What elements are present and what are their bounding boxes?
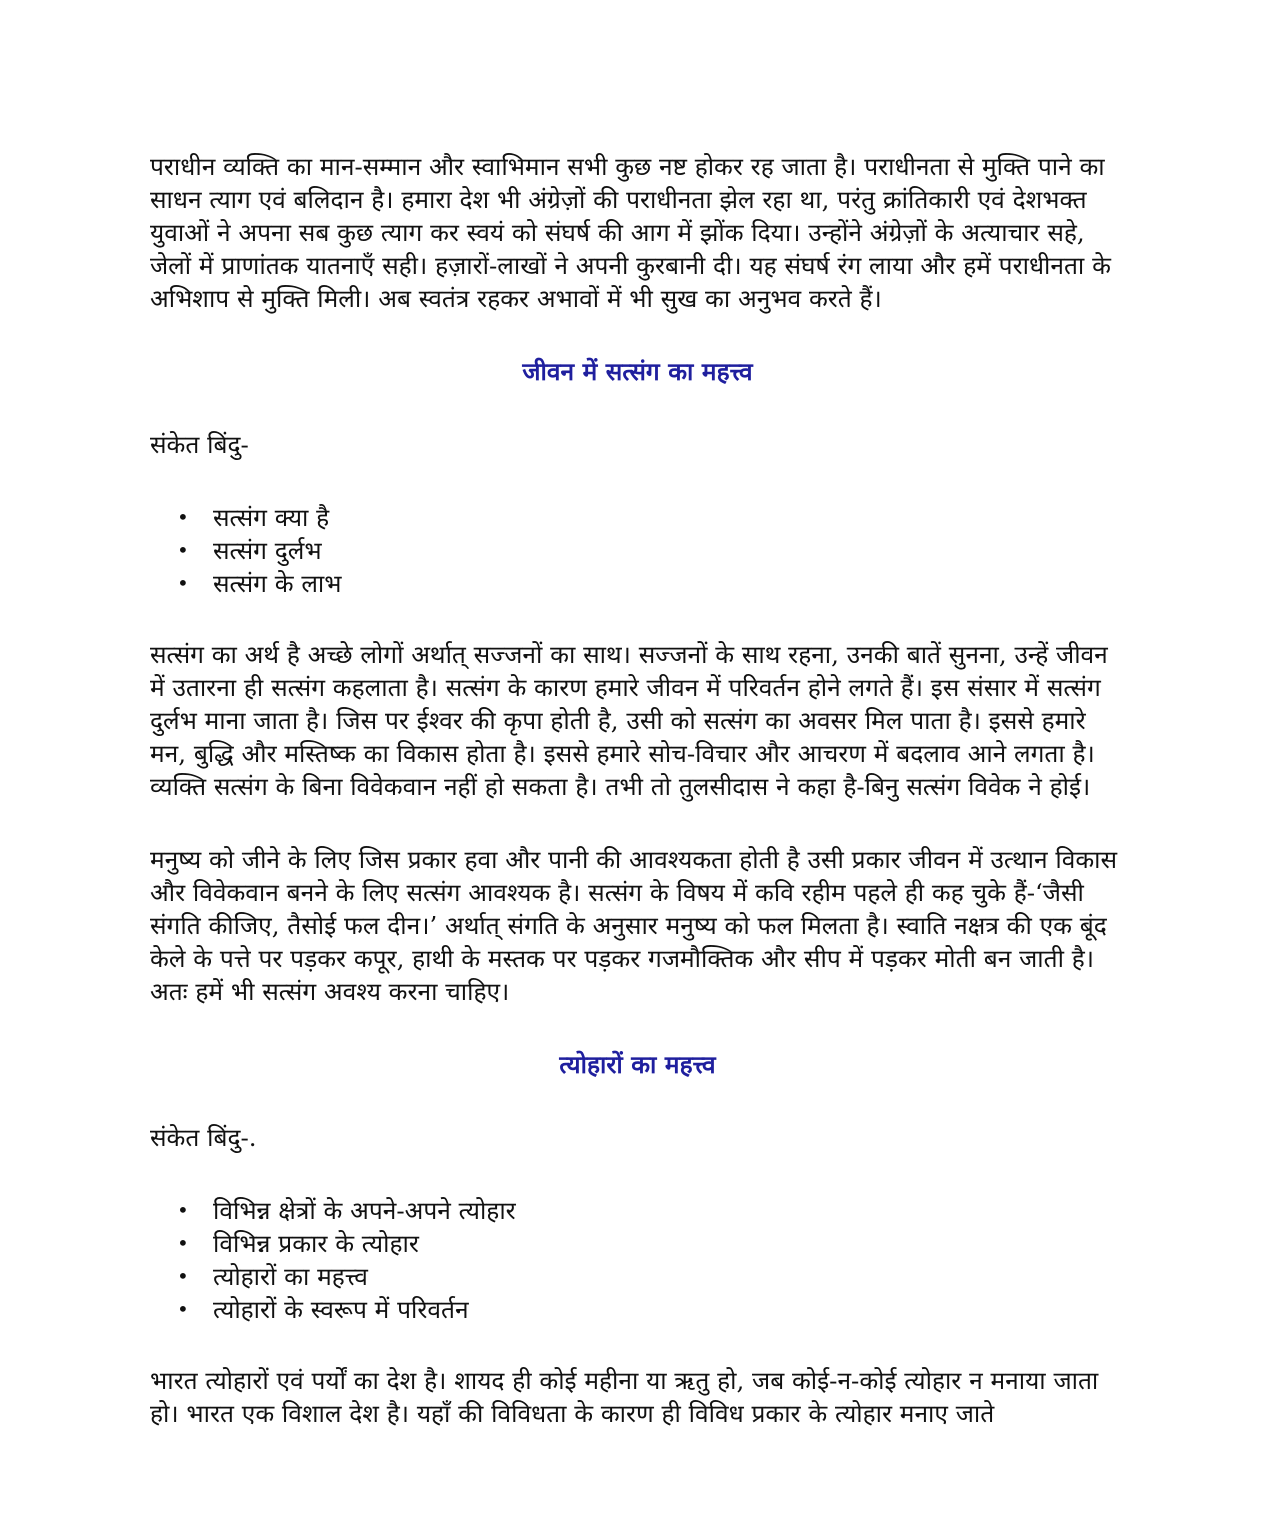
section-heading-festivals: त्योहारों का महत्त्व — [559, 1050, 716, 1079]
list-item: • सत्संग के लाभ — [177, 569, 342, 598]
list-item: • सत्संग क्या है — [177, 503, 330, 532]
bullet-icon: • — [177, 1231, 189, 1255]
bullet-icon: • — [177, 571, 189, 595]
festivals-paragraph-1: भारत त्योहारों एवं पर्यों का देश है। शायद ही कोई महीना या ऋतु हो, जब कोई-न-कोई त्योहार न मनाया जाता हो। भारत एक विशाल देश है। यहाँ की विविधता के कारण ही विविध प्रकार के त्योहार मनाए जाते — [150, 1366, 1099, 1428]
bullet-icon: • — [177, 505, 189, 529]
list-item: • त्योहारों का महत्त्व — [177, 1262, 368, 1291]
bullet-icon: • — [177, 1297, 189, 1321]
hint-label: संकेत बिंदु- — [150, 430, 249, 459]
list-item: • सत्संग दुर्लभ — [177, 536, 322, 565]
hint-points-list — [150, 1194, 1125, 1326]
section-heading-satsang: जीवन में सत्संग का महत्त्व — [522, 357, 753, 386]
satsang-paragraph-2: मनुष्य को जीने के लिए जिस प्रकार हवा और पानी की आवश्यकता होती है उसी प्रकार जीवन में उत्थान विकास और विवेकवान बनने के लिए सत्संग आवश्यक है। सत्संग के विषय में कवि रहीम पहले ही कह चुके हैं-‘जैसी संगति कीजिए, तैसोई फल दीन।’ अर्थात् संगति के अनुसार मनुष्य को फल मिलता है। स्वाति नक्षत्र की एक बूंद केले के पत्ते पर पड़कर कपूर, हाथी के मस्तक पर पड़कर गजमौक्तिक और सीप में पड़कर मोती बन जाती है। अतः हमें भी सत्संग अवश्य करना चाहिए। — [150, 845, 1118, 1006]
list-item: • त्योहारों के स्वरूप में परिवर्तन — [177, 1295, 469, 1324]
list-item: • विभिन्न प्रकार के त्योहार — [177, 1229, 419, 1258]
bullet-icon: • — [177, 1198, 189, 1222]
hint-points-list — [150, 501, 1125, 600]
bullet-icon: • — [177, 538, 189, 562]
intro-paragraph: पराधीन व्यक्ति का मान-सम्मान और स्वाभिमान सभी कुछ नष्ट होकर रह जाता है। पराधीनता से मुक्ति पाने का साधन त्याग एवं बलिदान है। हमारा देश भी अंग्रेज़ों की पराधीनता झेल रहा था, परंतु क्रांतिकारी एवं देशभक्त युवाओं ने अपना सब कुछ त्याग कर स्वयं को संघर्ष की आग में झोंक दिया। उन्होंने अंग्रेज़ों के अत्याचार सहे, जेलों में प्राणांतक यातनाएँ सही। हज़ारों-लाखों ने अपनी कुरबानी दी। यह संघर्ष रंग लाया और हमें पराधीनता के अभिशाप से मुक्ति मिली। अब स्वतंत्र रहकर अभावों में भी सुख का अनुभव करते हैं। — [150, 152, 1111, 313]
hint-label: संकेत बिंदु-. — [150, 1123, 257, 1152]
bullet-icon: • — [177, 1264, 189, 1288]
satsang-paragraph-1: सत्संग का अर्थ है अच्छे लोगों अर्थात् सज्जनों का साथ। सज्जनों के साथ रहना, उनकी बातें सुनना, उन्हें जीवन में उतारना ही सत्संग कहलाता है। सत्संग के कारण हमारे जीवन में परिवर्तन होने लगते हैं। इस संसार में सत्संग दुर्लभ माना जाता है। जिस पर ईश्वर की कृपा होती है, उसी को सत्संग का अवसर मिल पाता है। इससे हमारे मन, बुद्धि और मस्तिष्क का विकास होता है। इससे हमारे सोच-विचार और आचरण में बदलाव आने लगता है। व्यक्ति सत्संग के बिना विवेकवान नहीं हो सकता है। तभी तो तुलसीदास ने कहा है-बिनु सत्संग विवेक ने होई। — [150, 640, 1108, 801]
document-page — [150, 150, 1125, 1430]
list-item: • विभिन्न क्षेत्रों के अपने-अपने त्योहार — [177, 1196, 516, 1225]
